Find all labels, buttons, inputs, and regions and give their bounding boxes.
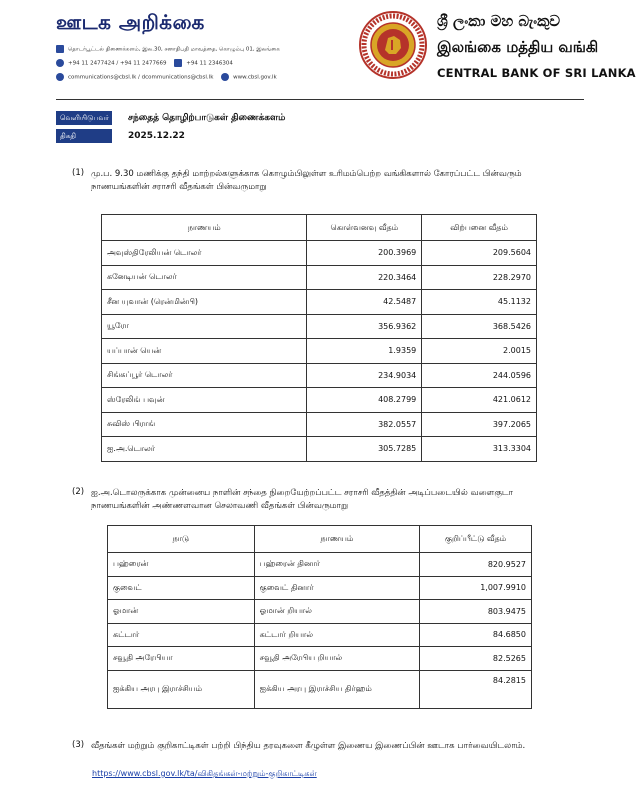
cbsl-seal-logo bbox=[358, 10, 428, 80]
media-release-title: ஊடக அறிக்கை bbox=[56, 10, 205, 34]
table-row bbox=[108, 576, 532, 600]
currency-cell: சுவிஸ் பிராங் bbox=[102, 412, 307, 437]
table-header-row bbox=[102, 215, 537, 241]
address-line bbox=[56, 45, 280, 54]
table-row bbox=[102, 241, 537, 266]
email-text[interactable]: communications@cbsl.lk / dcommunications@cbsl.lk bbox=[68, 74, 214, 81]
reference-rate-cell: 820.9527 bbox=[420, 553, 532, 577]
email-line bbox=[56, 73, 277, 81]
country-cell: குவைட் bbox=[108, 576, 255, 600]
currency-cell: கனேடியன் டொலர் bbox=[102, 265, 307, 290]
currency-cell: சீன யுவான் (ரென்மின்பி) bbox=[102, 290, 307, 315]
issued-by-label: வெளியிடுபவர் bbox=[56, 111, 112, 125]
selling-rate-cell: 244.0596 bbox=[422, 363, 537, 388]
column-header: நாணயம் bbox=[254, 526, 420, 553]
buying-rate-cell: 356.9362 bbox=[307, 314, 422, 339]
country-cell: ஓமான் bbox=[108, 600, 255, 624]
section-3-text: வீதங்கள் மற்றும் குறிகாட்டிகள் பற்றி பிந்திய தரவுகளை கீழுள்ள இணைய இணைப்பின் ஊடாக பார்வையிடலாம். bbox=[91, 741, 526, 751]
currency-cell: பஹ்ரைன் தினார் bbox=[254, 553, 420, 577]
selling-rate-cell: 368.5426 bbox=[422, 314, 537, 339]
issued-by-row bbox=[56, 111, 584, 125]
reference-rate-cell: 84.2815 bbox=[420, 670, 532, 708]
section-1-text: மு.ப. 9.30 மணிக்கு தந்தி மாற்றல்களுக்காக கொழும்பிலுள்ள உரிமம்பெற்ற வங்கிகளால் கோரப்பட்ட பின்வரும் நாணயங்களின் சராசரி வீதங்கள் பின்வருமாறு bbox=[91, 169, 522, 192]
table-row bbox=[102, 437, 537, 462]
table-row bbox=[108, 600, 532, 624]
section-2-number: (2) bbox=[72, 487, 85, 497]
buying-rate-cell: 220.3464 bbox=[307, 265, 422, 290]
currency-cell: யப்பான் யென் bbox=[102, 339, 307, 364]
column-header: நாடு bbox=[108, 526, 255, 553]
table-header-row bbox=[108, 526, 532, 553]
phone-line bbox=[56, 59, 233, 67]
country-cell: ஐக்கிய அரபு இராச்சியம் bbox=[108, 670, 255, 708]
country-cell: பஹ்ரைன் bbox=[108, 553, 255, 577]
currency-cell: சவூதி அரேபிய றியால் bbox=[254, 647, 420, 671]
column-header: கொள்வனவு வீதம் bbox=[307, 215, 422, 241]
selling-rate-cell: 421.0612 bbox=[422, 388, 537, 413]
selling-rate-cell: 2.0015 bbox=[422, 339, 537, 364]
currency-cell: ஓமான் றியால் bbox=[254, 600, 420, 624]
table-row bbox=[102, 388, 537, 413]
date-value: 2025.12.22 bbox=[128, 131, 185, 141]
selling-rate-cell: 209.5604 bbox=[422, 241, 537, 266]
fax-text: +94 11 2346304 bbox=[186, 60, 233, 67]
currency-cell: ஸ்ரேலிங் பவுன் bbox=[102, 388, 307, 413]
section-1-number: (1) bbox=[72, 168, 85, 178]
country-cell: கட்டார் bbox=[108, 623, 255, 647]
gulf-currency-table bbox=[107, 525, 532, 709]
selling-rate-cell: 228.2970 bbox=[422, 265, 537, 290]
fax-icon bbox=[174, 59, 182, 67]
table-row bbox=[102, 265, 537, 290]
at-icon bbox=[56, 73, 64, 81]
buying-rate-cell: 408.2799 bbox=[307, 388, 422, 413]
bank-name-sinhala: ශ්‍රී ලංකා මහ බැංකුව bbox=[437, 12, 561, 30]
currency-cell: யூரோ bbox=[102, 314, 307, 339]
selling-rate-cell: 45.1132 bbox=[422, 290, 537, 315]
envelope-icon bbox=[56, 45, 64, 53]
currency-cell: அவுஸ்திரேலியன் டொலர் bbox=[102, 241, 307, 266]
date-label: திகதி bbox=[56, 129, 112, 143]
rates-indicators-link[interactable]: https://www.cbsl.gov.lk/ta/விகிதங்கள்-மற்றும்-குறிகாட்டிகள் bbox=[92, 769, 317, 778]
phone-icon bbox=[56, 59, 64, 67]
table-row bbox=[102, 363, 537, 388]
buying-rate-cell: 234.9034 bbox=[307, 363, 422, 388]
country-cell: சவூதி அரேபியா bbox=[108, 647, 255, 671]
selling-rate-cell: 313.3304 bbox=[422, 437, 537, 462]
section-2-text: ஐ.அ.டொலருக்காக முன்னைய நாளின் சந்தை நிறையேற்றப்பட்ட சராசரி வீதத்தின் அடிப்படையில் வளைகுடா நாணயங்களின் அண்ணளவான செலாவணி வீதங்கள் பின்வருமாறு bbox=[91, 488, 514, 511]
reference-rate-cell: 84.6850 bbox=[420, 623, 532, 647]
buying-rate-cell: 382.0557 bbox=[307, 412, 422, 437]
phone-text: +94 11 2477424 / +94 11 2477669 bbox=[68, 60, 167, 67]
currency-cell: கட்டார் றியால் bbox=[254, 623, 420, 647]
issued-by-value: சந்தைத் தொழிற்பாடுகள் திணைக்களம் bbox=[128, 113, 286, 123]
header-divider bbox=[56, 99, 584, 100]
table-row bbox=[108, 647, 532, 671]
buying-rate-cell: 305.7285 bbox=[307, 437, 422, 462]
selling-rate-cell: 397.2065 bbox=[422, 412, 537, 437]
buying-rate-cell: 1.9359 bbox=[307, 339, 422, 364]
section-3-number: (3) bbox=[72, 740, 85, 750]
table-row bbox=[102, 314, 537, 339]
bank-name-tamil: இலங்கை மத்திய வங்கி bbox=[437, 38, 599, 56]
table-row bbox=[108, 623, 532, 647]
table-row bbox=[108, 670, 532, 708]
reference-rate-cell: 803.9475 bbox=[420, 600, 532, 624]
website-text[interactable]: www.cbsl.gov.lk bbox=[233, 74, 277, 81]
column-header: நாணயம் bbox=[102, 215, 307, 241]
column-header: குறிப்பீட்டு வீதம் bbox=[420, 526, 532, 553]
address-text: தொடர்பூட்டல் திணைக்களம், இல.30, சனாதிபதி மாவத்தை, கொழும்பு 01, இலங்கை bbox=[68, 46, 280, 53]
column-header: விற்பனை வீதம் bbox=[422, 215, 537, 241]
table-row bbox=[102, 339, 537, 364]
currency-cell: சிங்கப்பூர் டொலர் bbox=[102, 363, 307, 388]
globe-icon bbox=[221, 73, 229, 81]
buying-rate-cell: 200.3969 bbox=[307, 241, 422, 266]
letterhead bbox=[0, 0, 640, 96]
bank-name-english: CENTRAL BANK OF SRI LANKA bbox=[437, 66, 636, 80]
reference-rate-cell: 82.5265 bbox=[420, 647, 532, 671]
currency-cell: ஐக்கிய அரபு இராச்சிய திர்ஹம் bbox=[254, 670, 420, 708]
date-row bbox=[56, 129, 584, 143]
table-row bbox=[102, 290, 537, 315]
currency-cell: ஐ.அ.டொலர் bbox=[102, 437, 307, 462]
reference-rate-cell: 1,007.9910 bbox=[420, 576, 532, 600]
table-row bbox=[102, 412, 537, 437]
table-row bbox=[108, 553, 532, 577]
exchange-rates-table bbox=[101, 214, 537, 462]
buying-rate-cell: 42.5487 bbox=[307, 290, 422, 315]
currency-cell: குவைட் தினார் bbox=[254, 576, 420, 600]
